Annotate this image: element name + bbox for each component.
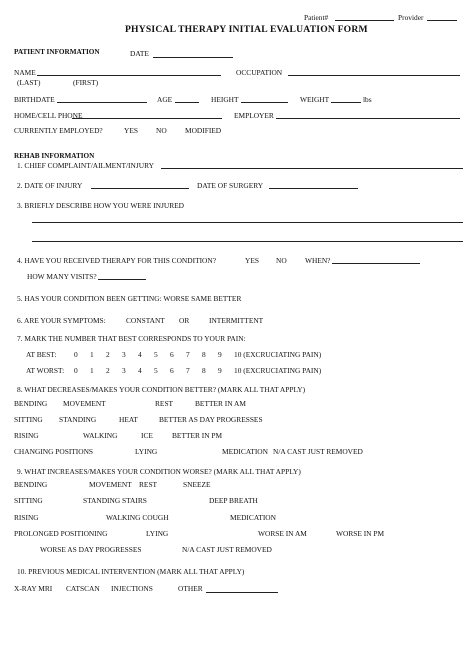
phone-label: HOME/CELL PHONE [14, 111, 83, 120]
q2-label: 2. DATE OF INJURY [17, 181, 83, 190]
date-field[interactable] [153, 57, 233, 58]
better-option-2[interactable]: REST [155, 399, 174, 408]
injury-date-field[interactable] [91, 188, 189, 189]
rehab-info-heading: REHAB INFORMATION [14, 152, 95, 160]
better-option-8[interactable]: RISING [14, 431, 39, 440]
height-field[interactable] [241, 102, 288, 103]
form-title: PHYSICAL THERAPY INITIAL EVALUATION FORM [125, 24, 368, 35]
better-option-0[interactable]: BENDING [14, 399, 48, 408]
better-option-6[interactable]: HEAT [119, 415, 138, 424]
phone-field[interactable] [72, 118, 222, 119]
pain-worst-option-3[interactable]: 3 [122, 366, 126, 375]
provider-label: Provider [398, 13, 424, 22]
worse-option-14[interactable]: WORSE AS DAY PROGRESSES [40, 545, 142, 554]
employer-label: EMPLOYER [234, 111, 274, 120]
pain-best-option-4[interactable]: 4 [138, 350, 142, 359]
occupation-field[interactable] [288, 75, 460, 76]
better-option-4[interactable]: SITTING [14, 415, 43, 424]
last-name-hint: (LAST) [17, 78, 41, 87]
q4-no-option[interactable]: NO [276, 256, 287, 265]
better-option-1[interactable]: MOVEMENT [63, 399, 106, 408]
q1-field[interactable] [161, 168, 463, 169]
q4-yes-option[interactable]: YES [245, 256, 259, 265]
employed-yes-option[interactable]: YES [124, 126, 138, 135]
q4-visits-label: HOW MANY VISITS? [27, 272, 97, 281]
employed-label: CURRENTLY EMPLOYED? [14, 126, 103, 135]
other-field[interactable] [206, 592, 278, 593]
worse-option-12[interactable]: WORSE IN AM [258, 529, 307, 538]
date-label: DATE [130, 49, 149, 58]
intervention-option-3[interactable]: OTHER [178, 584, 203, 593]
better-option-7[interactable]: BETTER AS DAY PROGRESSES [159, 415, 263, 424]
pain-worst-option-7[interactable]: 7 [186, 366, 190, 375]
q10-label: 10. PREVIOUS MEDICAL INTERVENTION (MARK ALL THAT APPLY) [17, 567, 245, 576]
provider-field[interactable] [427, 20, 457, 21]
q3-line-2[interactable] [32, 241, 463, 242]
q8-label: 8. WHAT DECREASES/MAKES YOUR CONDITION BETTER? (MARK ALL THAT APPLY) [17, 385, 306, 394]
patient-number-field[interactable] [335, 20, 394, 21]
pain-best-option-0[interactable]: 0 [74, 350, 78, 359]
pain-best-option-2[interactable]: 2 [106, 350, 110, 359]
pain-worst-option-2[interactable]: 2 [106, 366, 110, 375]
worse-option-3[interactable]: SNEEZE [183, 480, 211, 489]
first-name-hint: (FIRST) [73, 78, 99, 87]
pain-worst-option-6[interactable]: 6 [170, 366, 174, 375]
intervention-option-0[interactable]: X-RAY MRI [14, 584, 53, 593]
worse-option-2[interactable]: REST [139, 480, 158, 489]
height-label: HEIGHT [211, 95, 239, 104]
q9-label: 9. WHAT INCREASES/MAKES YOUR CONDITION WORSE? (MARK ALL THAT APPLY) [17, 467, 301, 476]
patient-number-label: Patient# [304, 13, 329, 22]
q2-surgery-label: DATE OF SURGERY [197, 181, 264, 190]
better-option-10[interactable]: ICE [141, 431, 153, 440]
worse-option-13[interactable]: WORSE IN PM [336, 529, 385, 538]
worse-option-5[interactable]: STANDING STAIRS [83, 496, 147, 505]
employed-no-option[interactable]: NO [156, 126, 167, 135]
weight-field[interactable] [331, 102, 361, 103]
pain-best-option-9[interactable]: 9 [218, 350, 222, 359]
pain-worst-option-1[interactable]: 1 [90, 366, 94, 375]
better-option-5[interactable]: STANDING [59, 415, 97, 424]
surgery-date-field[interactable] [269, 188, 358, 189]
employer-field[interactable] [276, 118, 460, 119]
pain-best-option-3[interactable]: 3 [122, 350, 126, 359]
worse-option-8[interactable]: WALKING COUGH [106, 513, 169, 522]
name-label: NAME [14, 68, 36, 77]
pain-worst-option-10[interactable]: 10 (EXCRUCIATING PAIN) [234, 366, 322, 375]
worse-option-4[interactable]: SITTING [14, 496, 43, 505]
pain-worst-option-0[interactable]: 0 [74, 366, 78, 375]
better-option-13[interactable]: LYING [135, 447, 158, 456]
age-field[interactable] [175, 102, 199, 103]
q4-visits-field[interactable] [98, 279, 146, 280]
worse-option-7[interactable]: RISING [14, 513, 39, 522]
name-field[interactable] [37, 75, 221, 76]
q7-best-label: AT BEST: [26, 350, 57, 359]
birthdate-label: BIRTHDATE [14, 95, 55, 104]
q7-worst-label: AT WORST: [26, 366, 65, 375]
patient-info-heading: PATIENT INFORMATION [14, 48, 100, 56]
q6-constant-option[interactable]: CONSTANT [126, 316, 165, 325]
occupation-label: OCCUPATION [236, 68, 283, 77]
pain-best-option-7[interactable]: 7 [186, 350, 190, 359]
better-option-14[interactable]: MEDICATION [222, 447, 268, 456]
q6-or-label: OR [179, 316, 190, 325]
q6-label: 6. ARE YOUR SYMPTOMS: [17, 316, 106, 325]
q4-when-field[interactable] [332, 263, 420, 264]
worse-option-6[interactable]: DEEP BREATH [209, 496, 258, 505]
worse-option-15[interactable]: N/A CAST JUST REMOVED [182, 545, 272, 554]
better-option-3[interactable]: BETTER IN AM [195, 399, 246, 408]
q1-label: 1. CHIEF COMPLAINT/AILMENT/INJURY [17, 161, 154, 170]
q5-label[interactable]: 5. HAS YOUR CONDITION BEEN GETTING: WORSE SAME BETTER [17, 294, 242, 303]
employed-modified-option[interactable]: MODIFIED [185, 126, 222, 135]
intervention-option-2[interactable]: INJECTIONS [111, 584, 153, 593]
better-option-12[interactable]: CHANGING POSITIONS [14, 447, 94, 456]
pain-best-option-10[interactable]: 10 (EXCRUCIATING PAIN) [234, 350, 322, 359]
worse-option-0[interactable]: BENDING [14, 480, 48, 489]
q4-label: 4. HAVE YOU RECEIVED THERAPY FOR THIS CONDITION? [17, 256, 216, 265]
pain-worst-option-4[interactable]: 4 [138, 366, 142, 375]
q3-line-1[interactable] [32, 222, 463, 223]
q4-when-label: WHEN? [305, 256, 331, 265]
pain-best-option-5[interactable]: 5 [154, 350, 158, 359]
q7-label: 7. MARK THE NUMBER THAT BEST CORRESPONDS TO YOUR PAIN: [17, 334, 246, 343]
better-option-9[interactable]: WALKING [83, 431, 118, 440]
pain-best-option-8[interactable]: 8 [202, 350, 206, 359]
pain-best-option-1[interactable]: 1 [90, 350, 94, 359]
lbs-label: lbs [363, 95, 372, 104]
worse-option-11[interactable]: LYING [146, 529, 169, 538]
intervention-option-1[interactable]: CATSCAN [66, 584, 100, 593]
better-option-11[interactable]: BETTER IN PM [172, 431, 223, 440]
pain-worst-option-9[interactable]: 9 [218, 366, 222, 375]
q6-intermittent-option[interactable]: INTERMITTENT [209, 316, 264, 325]
better-option-15[interactable]: N/A CAST JUST REMOVED [273, 447, 363, 456]
worse-option-9[interactable]: MEDICATION [230, 513, 276, 522]
pain-worst-option-8[interactable]: 8 [202, 366, 206, 375]
age-label: AGE [157, 95, 173, 104]
pain-best-option-6[interactable]: 6 [170, 350, 174, 359]
weight-label: WEIGHT [300, 95, 330, 104]
birthdate-field[interactable] [57, 102, 147, 103]
worse-option-10[interactable]: PROLONGED POSITIONING [14, 529, 108, 538]
pain-worst-option-5[interactable]: 5 [154, 366, 158, 375]
q3-label: 3. BRIEFLY DESCRIBE HOW YOU WERE INJURED [17, 201, 184, 210]
worse-option-1[interactable]: MOVEMENT [89, 480, 132, 489]
